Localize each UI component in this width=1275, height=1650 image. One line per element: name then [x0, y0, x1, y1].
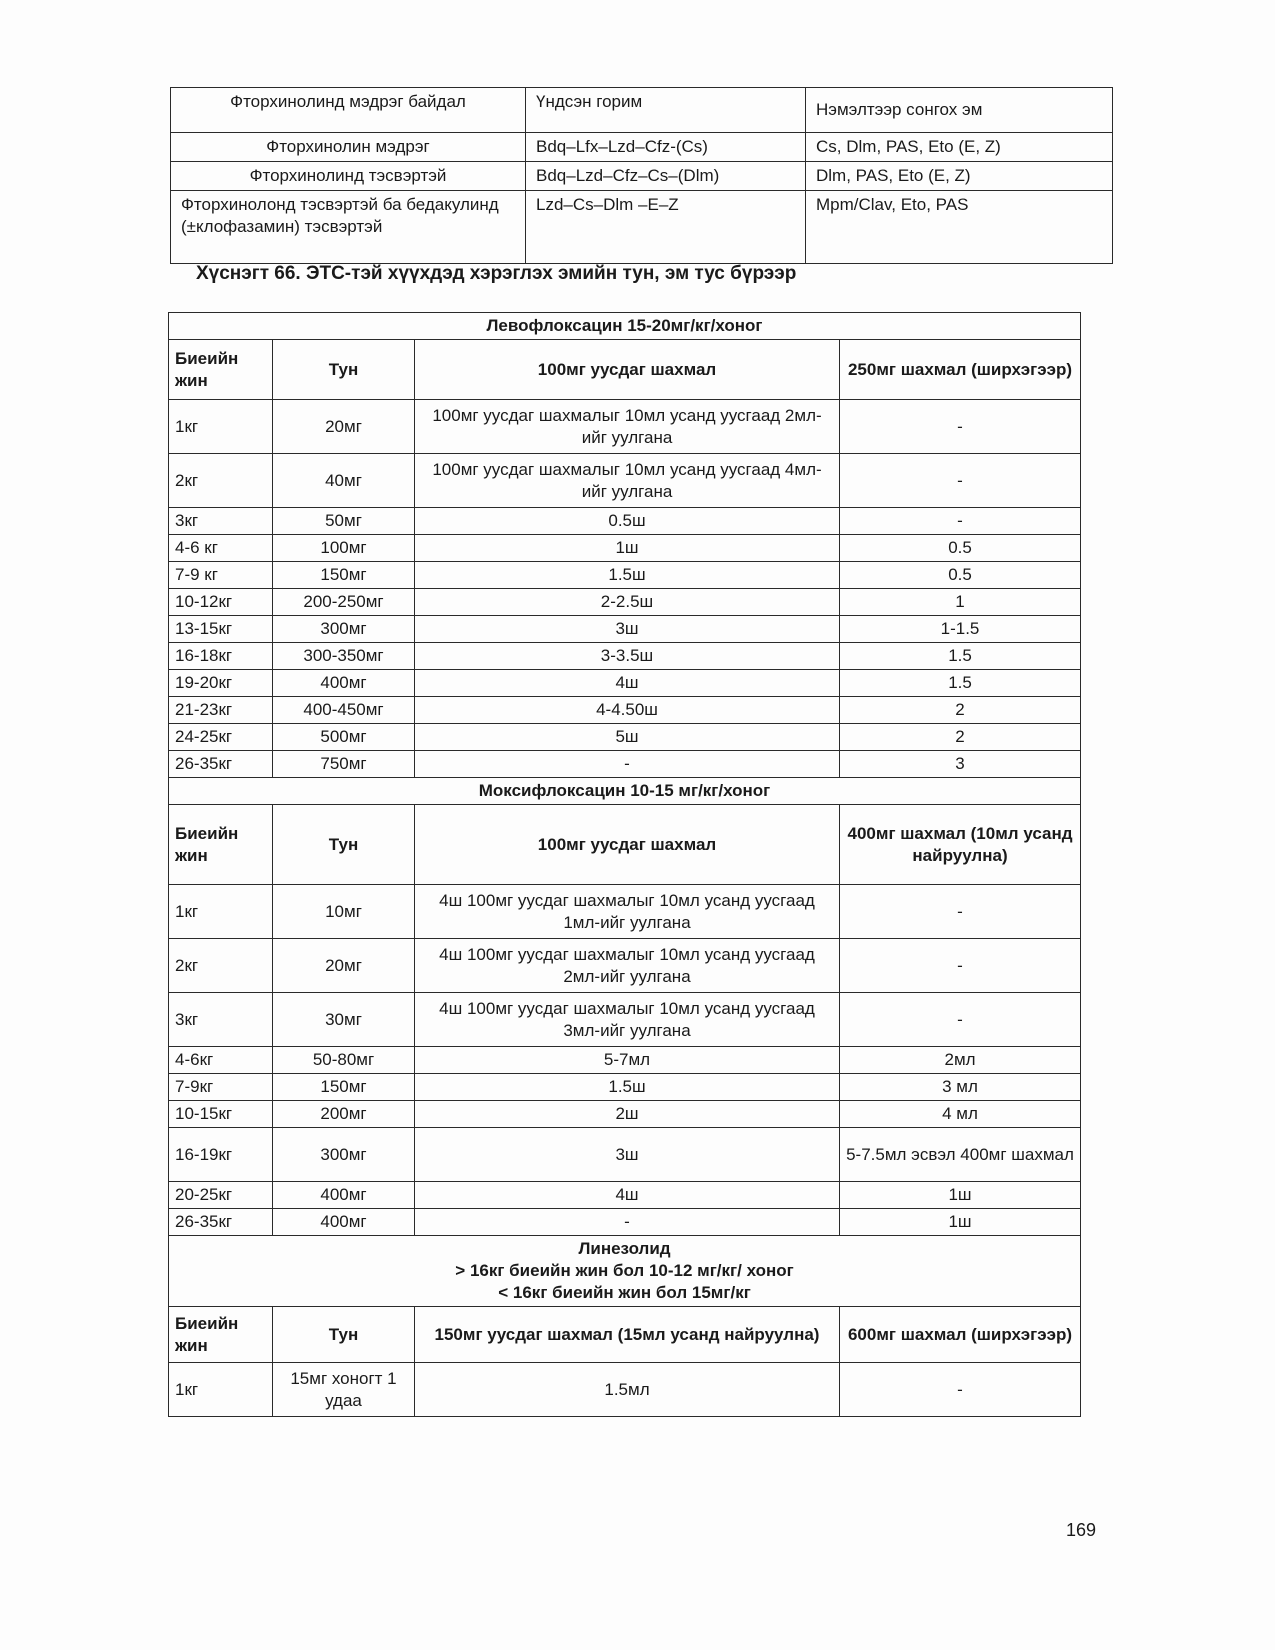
section-title-row [169, 313, 1081, 340]
table-cell: Фторхинолин мэдрэг [171, 133, 526, 162]
table-cell: 1ш [415, 535, 840, 562]
table-cell: 400-450мг [273, 697, 415, 724]
header-cell: Биеийн жин [169, 805, 273, 885]
table-cell: 5-7.5мл эсвэл 400мг шахмал [840, 1128, 1081, 1182]
table-cell: Mpm/Clav, Eto, PAS [806, 191, 1113, 264]
table-row [169, 454, 1081, 508]
section-header-row [169, 1307, 1081, 1363]
table-cell: 2кг [169, 454, 273, 508]
table-cell: - [840, 993, 1081, 1047]
table-cell: 3 мл [840, 1074, 1081, 1101]
table-row [171, 191, 1113, 264]
table-cell: 1.5 [840, 670, 1081, 697]
section-header-row [169, 340, 1081, 400]
table-row [169, 589, 1081, 616]
table-cell: - [840, 939, 1081, 993]
header-cell: 600мг шахмал (ширхэгээр) [840, 1307, 1081, 1363]
table-cell: 4-6 кг [169, 535, 273, 562]
table-cell: 50-80мг [273, 1047, 415, 1074]
table-cell: 300мг [273, 1128, 415, 1182]
table-cell: 100мг уусдаг шахмалыг 10мл усанд уусгаад 4мл-ийг уулгана [415, 454, 840, 508]
table-cell: 2кг [169, 939, 273, 993]
levofloxacin-title: Левофлоксацин 15-20мг/кг/хоног [169, 313, 1081, 340]
table-row [169, 724, 1081, 751]
table-row [169, 508, 1081, 535]
table-cell: 10-12кг [169, 589, 273, 616]
table-row [169, 751, 1081, 778]
table-row [171, 162, 1113, 191]
table-cell: Bdq–Lzd–Cfz–Cs–(Dlm) [526, 162, 806, 191]
table-cell: 2 [840, 697, 1081, 724]
section-title-row [169, 1236, 1081, 1307]
table-row [169, 1209, 1081, 1236]
table-header-row [171, 88, 1113, 133]
table-cell: 2ш [415, 1101, 840, 1128]
table-cell: - [840, 400, 1081, 454]
table-cell: 200-250мг [273, 589, 415, 616]
table-cell: 4ш [415, 670, 840, 697]
table-row [169, 697, 1081, 724]
table-cell: Bdq–Lfx–Lzd–Cfz-(Cs) [526, 133, 806, 162]
header-cell: Үндсэн горим [526, 88, 806, 133]
table-cell: 1кг [169, 1363, 273, 1417]
header-cell: Биеийн жин [169, 1307, 273, 1363]
table-cell: - [415, 751, 840, 778]
table-cell: 2мл [840, 1047, 1081, 1074]
header-cell: 250мг шахмал (ширхэгээр) [840, 340, 1081, 400]
header-cell: Нэмэлтээр сонгох эм [806, 88, 1113, 133]
section-header-row [169, 805, 1081, 885]
table-cell: 4ш [415, 1182, 840, 1209]
table-cell: 4ш 100мг уусдаг шахмалыг 10мл усанд уусгаад 3мл-ийг уулгана [415, 993, 840, 1047]
header-cell: Биеийн жин [169, 340, 273, 400]
dose-table [168, 312, 1081, 1417]
table-cell: 10мг [273, 885, 415, 939]
table-cell: 20-25кг [169, 1182, 273, 1209]
linezolid-title-line: < 16кг биеийн жин бол 15мг/кг [498, 1283, 751, 1302]
table-cell: 0.5ш [415, 508, 840, 535]
table-cell: 2 [840, 724, 1081, 751]
table-cell: Dlm, PAS, Eto (E, Z) [806, 162, 1113, 191]
table-cell: 3ш [415, 616, 840, 643]
table-cell: Cs, Dlm, PAS, Eto (E, Z) [806, 133, 1113, 162]
table-cell: 300мг [273, 616, 415, 643]
header-cell: 150мг уусдаг шахмал (15мл усанд найруулна) [415, 1307, 840, 1363]
table-cell: 150мг [273, 1074, 415, 1101]
table-cell: 7-9кг [169, 1074, 273, 1101]
table-cell: Фторхинолинд тэсвэртэй [171, 162, 526, 191]
header-cell: Тун [273, 340, 415, 400]
table-cell: 20мг [273, 939, 415, 993]
table-cell: 3кг [169, 508, 273, 535]
table-cell: 1.5 [840, 643, 1081, 670]
table-cell: 1ш [840, 1182, 1081, 1209]
table-cell: 2-2.5ш [415, 589, 840, 616]
table-cell: 3кг [169, 993, 273, 1047]
table-row [169, 1074, 1081, 1101]
table-cell: 30мг [273, 993, 415, 1047]
linezolid-title-line: > 16кг биеийн жин бол 10-12 мг/кг/ хоног [455, 1261, 794, 1280]
table-cell: 5ш [415, 724, 840, 751]
table-row [169, 1363, 1081, 1417]
table-cell: 13-15кг [169, 616, 273, 643]
table-row [169, 535, 1081, 562]
table-row [169, 1128, 1081, 1182]
table-cell: 300-350мг [273, 643, 415, 670]
table-cell: 1кг [169, 885, 273, 939]
table-cell: 500мг [273, 724, 415, 751]
table-cell: Фторхинолонд тэсвэртэй ба бедакулинд (±клофазамин) тэсвэртэй [171, 191, 526, 264]
table-cell: 4-4.50ш [415, 697, 840, 724]
table-row [169, 1047, 1081, 1074]
table-cell: 1.5ш [415, 562, 840, 589]
table-cell: 1кг [169, 400, 273, 454]
table-cell: 16-18кг [169, 643, 273, 670]
table-cell: 3 [840, 751, 1081, 778]
table-cell: - [415, 1209, 840, 1236]
table-caption: Хүснэгт 66. ЭТС-тэй хүүхдэд хэрэглэх эмийн тун, эм тус бүрээр [196, 263, 797, 284]
table-row [171, 133, 1113, 162]
table-row [169, 643, 1081, 670]
table-cell: - [840, 885, 1081, 939]
table-cell: 19-20кг [169, 670, 273, 697]
table-cell: 0.5 [840, 562, 1081, 589]
table-cell: 4ш 100мг уусдаг шахмалыг 10мл усанд уусгаад 2мл-ийг уулгана [415, 939, 840, 993]
header-cell: 100мг уусдаг шахмал [415, 340, 840, 400]
header-cell: 100мг уусдаг шахмал [415, 805, 840, 885]
table-row [169, 562, 1081, 589]
table-cell: 4ш 100мг уусдаг шахмалыг 10мл усанд уусгаад 1мл-ийг уулгана [415, 885, 840, 939]
table-cell: 3-3.5ш [415, 643, 840, 670]
table-cell: 1-1.5 [840, 616, 1081, 643]
table-row [169, 1182, 1081, 1209]
table-row [169, 1101, 1081, 1128]
table-cell: 150мг [273, 562, 415, 589]
table-cell: 10-15кг [169, 1101, 273, 1128]
table-cell: 7-9 кг [169, 562, 273, 589]
table-cell: 50мг [273, 508, 415, 535]
table-row [169, 885, 1081, 939]
table-row [169, 616, 1081, 643]
table-cell: - [840, 1363, 1081, 1417]
table-cell: 3ш [415, 1128, 840, 1182]
table-cell: 400мг [273, 1209, 415, 1236]
table-cell: 20мг [273, 400, 415, 454]
table-cell: 4-6кг [169, 1047, 273, 1074]
table-cell: 1 [840, 589, 1081, 616]
header-cell: Фторхинолинд мэдрэг байдал [171, 88, 526, 133]
table-row [169, 400, 1081, 454]
table-cell: 1.5ш [415, 1074, 840, 1101]
table-cell: 1ш [840, 1209, 1081, 1236]
table-cell: - [840, 508, 1081, 535]
table-cell: 400мг [273, 1182, 415, 1209]
table-cell: 100мг уусдаг шахмалыг 10мл усанд уусгаад 2мл-ийг уулгана [415, 400, 840, 454]
table-row [169, 670, 1081, 697]
table-cell: 100мг [273, 535, 415, 562]
table-cell: 40мг [273, 454, 415, 508]
table-cell: 26-35кг [169, 1209, 273, 1236]
table-row [169, 939, 1081, 993]
table-cell: 750мг [273, 751, 415, 778]
header-cell: 400мг шахмал (10мл усанд найруулна) [840, 805, 1081, 885]
moxifloxacin-title: Моксифлоксацин 10-15 мг/кг/хоног [169, 778, 1081, 805]
table-cell: Lzd–Cs–Dlm –E–Z [526, 191, 806, 264]
regimen-table [170, 87, 1113, 264]
table-row [169, 993, 1081, 1047]
table-cell: 24-25кг [169, 724, 273, 751]
table-cell: 400мг [273, 670, 415, 697]
linezolid-title-line: Линезолид [578, 1239, 671, 1258]
table-cell: 1.5мл [415, 1363, 840, 1417]
table-cell: 21-23кг [169, 697, 273, 724]
table-cell: 4 мл [840, 1101, 1081, 1128]
header-cell: Тун [273, 1307, 415, 1363]
table-cell: 15мг хоногт 1 удаа [273, 1363, 415, 1417]
page-number: 169 [1066, 1520, 1097, 1540]
table-cell: - [840, 454, 1081, 508]
table-cell: 16-19кг [169, 1128, 273, 1182]
linezolid-title [169, 1236, 1081, 1307]
table-cell: 5-7мл [415, 1047, 840, 1074]
section-title-row [169, 778, 1081, 805]
table-cell: 200мг [273, 1101, 415, 1128]
table-cell: 26-35кг [169, 751, 273, 778]
table-cell: 0.5 [840, 535, 1081, 562]
header-cell: Тун [273, 805, 415, 885]
